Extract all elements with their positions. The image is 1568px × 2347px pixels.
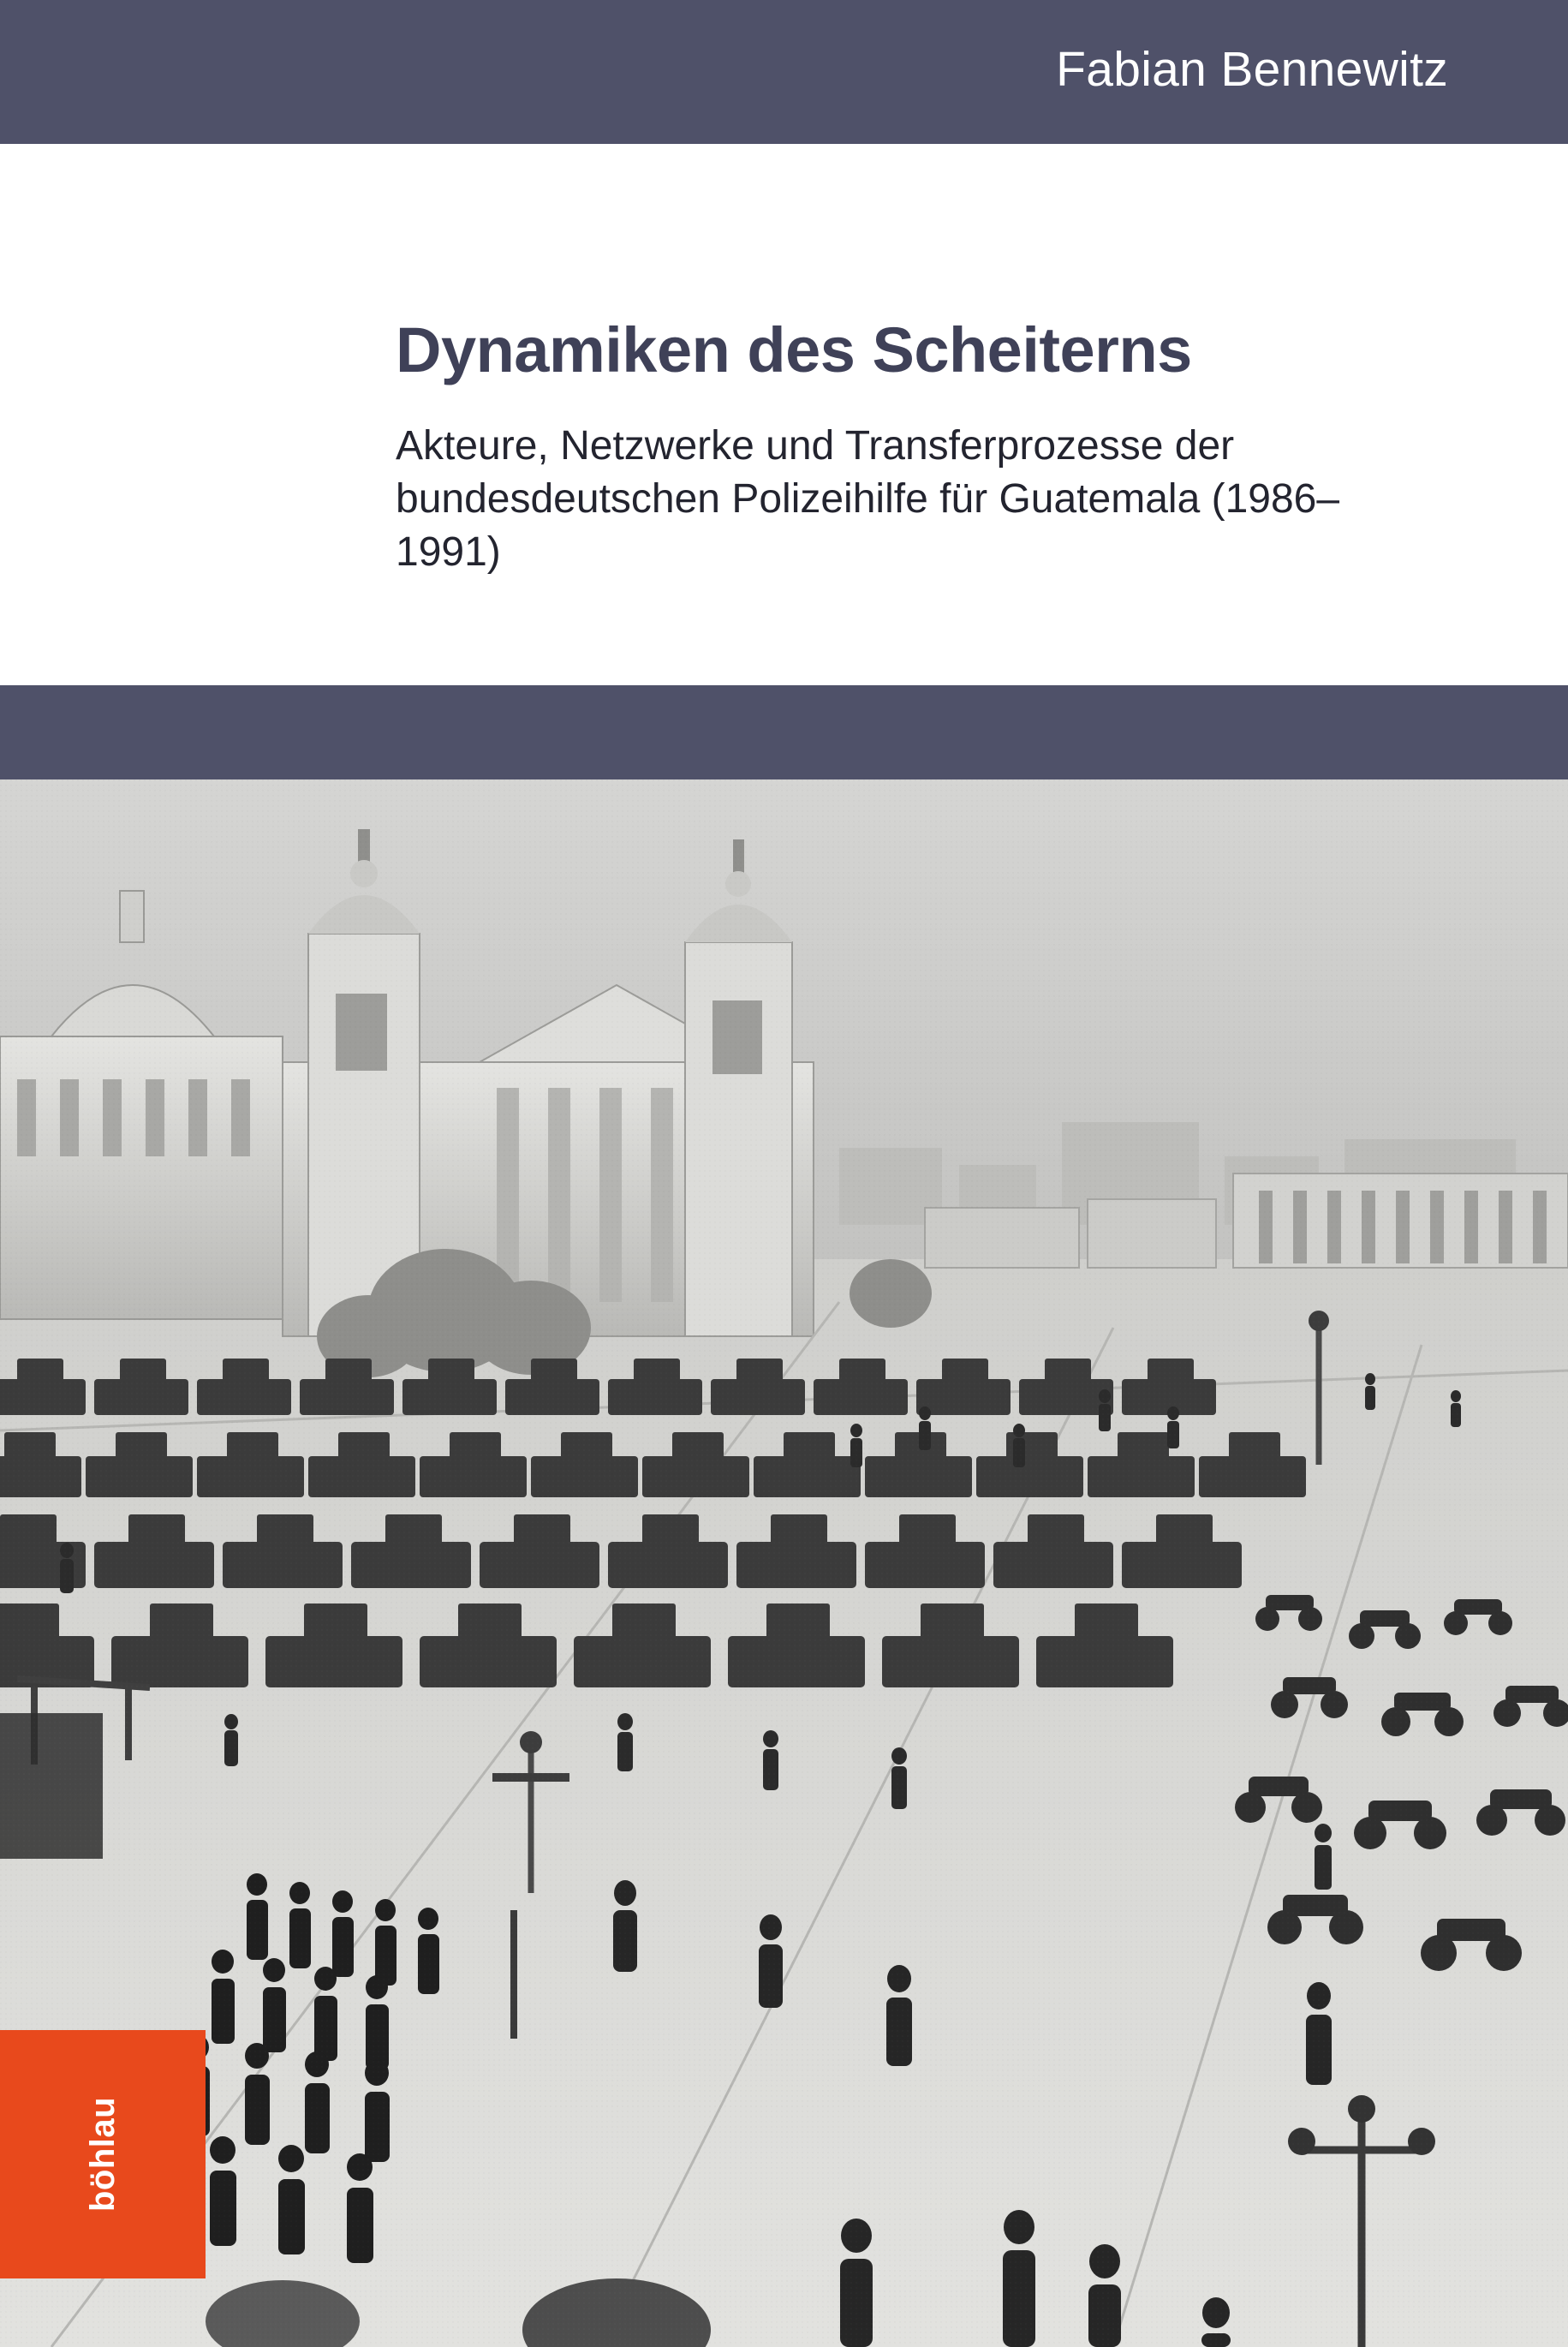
subtitle: Akteure, Netzwerke und Transferprozesse der bundesdeutschen Polizeihilfe für Guatemala (1986–1991) xyxy=(396,423,1340,575)
photo-illustration xyxy=(0,779,1568,2347)
page-title: Dynamiken des Scheiterns xyxy=(396,314,1192,385)
author-band xyxy=(0,0,1568,144)
publisher-name: böhlau xyxy=(83,2096,122,2213)
author-name: Fabian Bennewitz xyxy=(1056,42,1448,97)
divider-band xyxy=(0,685,1568,779)
publisher-logo xyxy=(0,2030,206,2278)
title-area xyxy=(0,144,1568,685)
cover-photograph xyxy=(0,779,1568,2347)
